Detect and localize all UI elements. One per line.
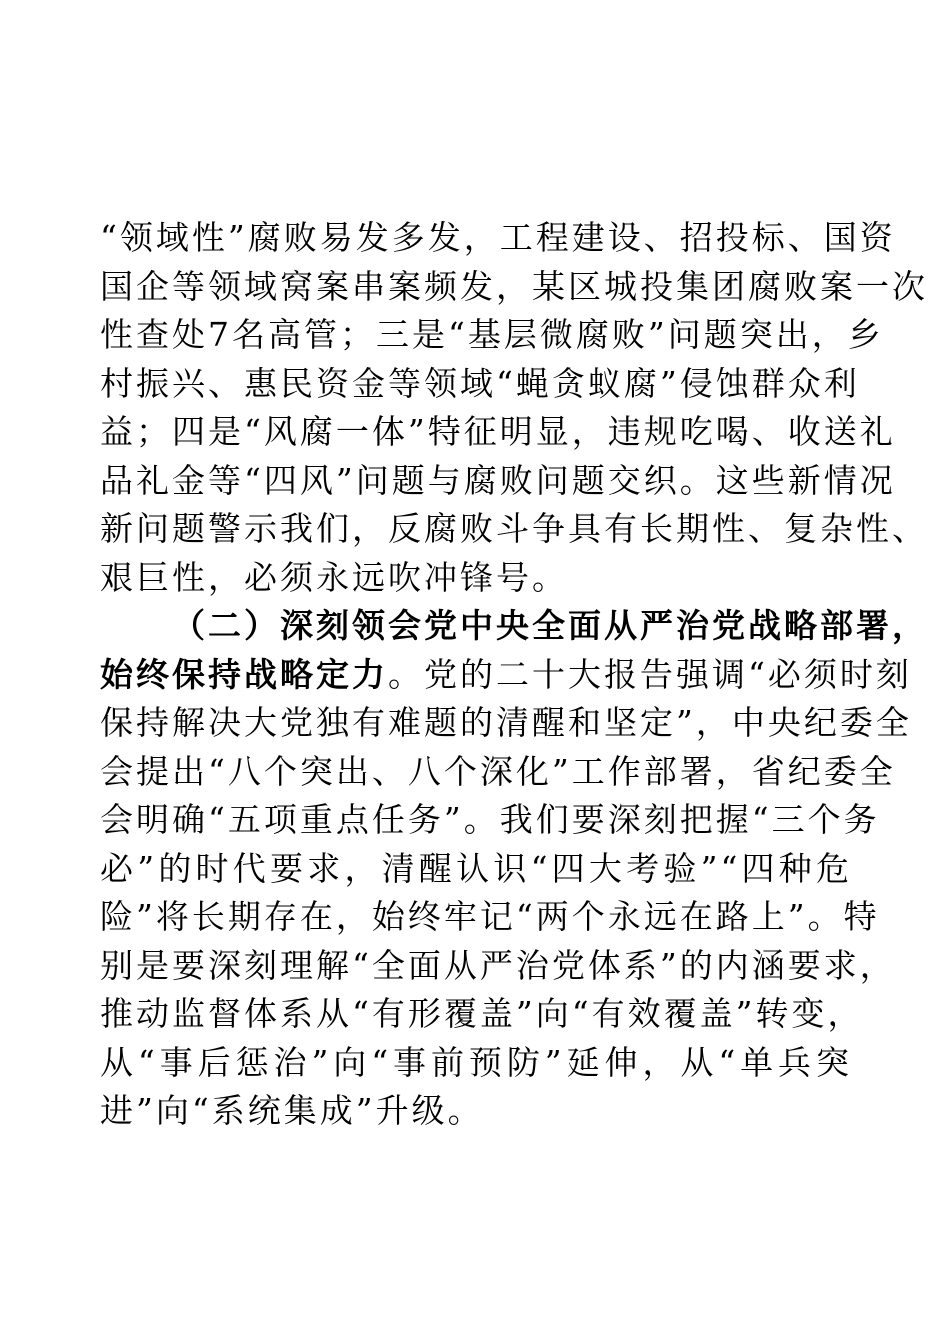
paragraph-line: 艰巨性，必须永远吹冲锋号。	[100, 557, 568, 597]
paragraph-line: 会明确“五项重点任务”。我们要深刻把握“三个务	[100, 800, 880, 839]
paragraph-line: 益；四是“风腐一体”特征明显，违规吃喝、收送礼	[100, 412, 896, 451]
paragraph-line: 进”向“系统集成”升级。	[100, 1091, 484, 1130]
paragraph-line: 性查处7名高管；三是“基层微腐败”问题突出，乡	[100, 315, 884, 354]
paragraph-line: 必”的时代要求，清醒认识“四大考验”“四种危	[100, 848, 852, 888]
paragraph-line: 新问题警示我们，反腐败斗争具有长期性、复杂性、	[100, 509, 928, 548]
paragraph-line: 从“事后惩治”向“事前预防”延伸，从“单兵突	[100, 1042, 852, 1082]
paragraph-line: 别是要深刻理解“全面从严治党体系”的内涵要求，	[100, 945, 896, 985]
paragraph-line: 保持解决大党独有难题的清醒和坚定”，中央纪委全	[100, 703, 912, 742]
paragraph-text: 。党的二十大报告强调“必须时刻	[388, 654, 912, 694]
section-heading: （二）深刻领会党中央全面从严治党战略部署，	[172, 606, 928, 645]
section-heading-continued: 始终保持战略定力	[100, 654, 388, 694]
paragraph-line: 险”将长期存在，始终牢记“两个永远在路上”。特	[100, 897, 880, 936]
paragraph-section-two	[100, 602, 928, 1136]
paragraph-line: 品礼金等“四风”问题与腐败问题交织。这些新情况	[100, 460, 896, 500]
paragraph-line	[100, 651, 912, 700]
paragraph-line: 村振兴、惠民资金等领域“蝇贪蚁腐”侵蚀群众利	[100, 363, 860, 403]
paragraph-line: “领域性”腐败易发多发，工程建设、招投标、国资	[100, 218, 896, 257]
paragraph-line: 推动监督体系从“有形覆盖”向“有效覆盖”转变，	[100, 994, 864, 1033]
paragraph-continued	[100, 214, 928, 602]
paragraph-line: 会提出“八个突出、八个深化”工作部署，省纪委全	[100, 751, 896, 791]
document-body	[100, 214, 928, 1136]
paragraph-line: 国企等领域窝案串案频发，某区城投集团腐败案一次	[100, 266, 928, 306]
